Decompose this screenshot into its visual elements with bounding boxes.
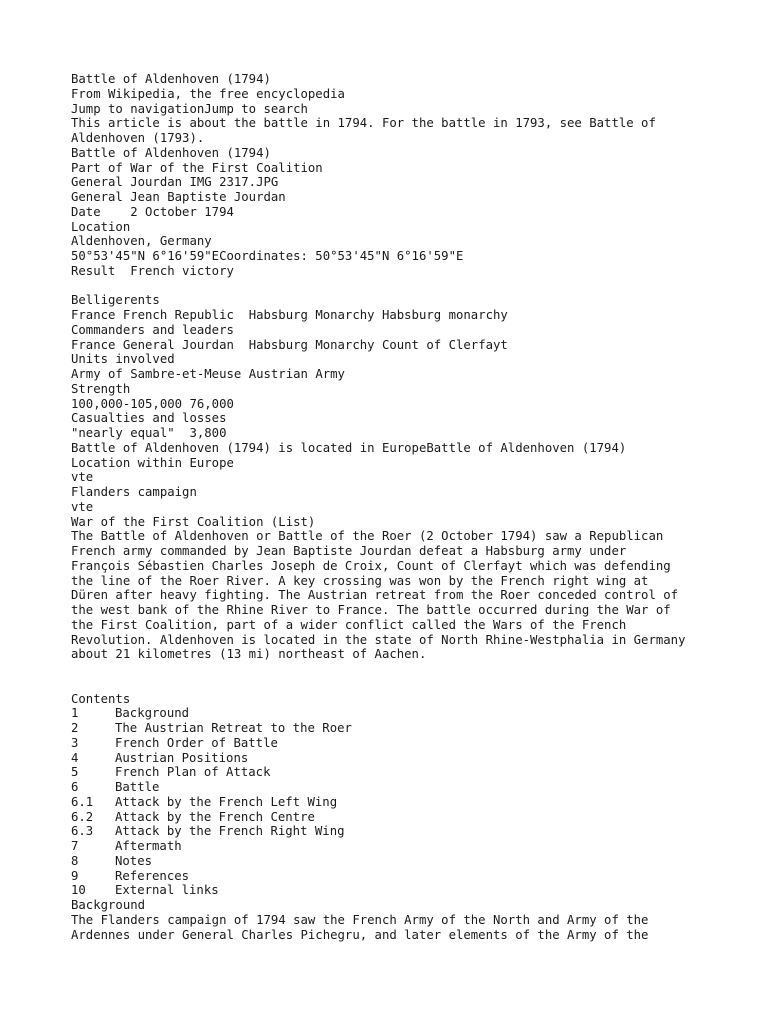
- toc-label[interactable]: External links: [115, 883, 219, 898]
- body-line: The Flanders campaign of 1794 saw the French Army of the North and Army of the: [71, 912, 649, 927]
- toc-item[interactable]: [71, 795, 711, 810]
- intro-line: about 21 kilometres (13 mi) northeast of Aachen.: [71, 647, 427, 662]
- infobox-location[interactable]: Aldenhoven, Germany: [71, 234, 212, 249]
- toc-item[interactable]: [71, 751, 711, 766]
- toc-item[interactable]: [71, 706, 711, 721]
- toc-label[interactable]: Austrian Positions: [115, 750, 249, 765]
- infobox-casualties: "nearly equal" 3,800: [71, 426, 227, 440]
- article: [71, 72, 711, 942]
- spacer: [71, 279, 711, 294]
- infobox-title: Battle of Aldenhoven (1794): [71, 145, 271, 160]
- toc-number: 3: [71, 735, 79, 750]
- toc-number: 5: [71, 765, 79, 780]
- jump-links[interactable]: Jump to navigationJump to search: [71, 101, 308, 116]
- toc-number: 7: [71, 839, 79, 853]
- infobox-units[interactable]: Army of Sambre-et-Meuse Austrian Army: [71, 367, 345, 381]
- background-section: [71, 898, 711, 942]
- intro-line: French army commanded by Jean Baptiste Jourdan defeat a Habsburg army under: [71, 544, 627, 558]
- toc-number: 6.2: [71, 809, 94, 824]
- page-title: Battle of Aldenhoven (1794): [71, 72, 271, 86]
- war-box-title[interactable]: War of the First Coalition (List): [71, 514, 316, 529]
- toc-heading: Contents: [71, 691, 131, 706]
- infobox-part-of[interactable]: Part of War of the First Coalition: [71, 160, 323, 175]
- intro-line: the First Coalition, part of a wider conflict called the Wars of the French: [71, 617, 627, 632]
- toc-number: 4: [71, 750, 79, 765]
- infobox-image-name[interactable]: General Jourdan IMG 2317.JPG: [71, 175, 279, 190]
- toc-item[interactable]: [71, 839, 711, 854]
- toc-item[interactable]: [71, 721, 711, 736]
- vte-link[interactable]: vte: [71, 499, 94, 514]
- toc-label[interactable]: The Austrian Retreat to the Roer: [115, 721, 352, 735]
- infobox-result: Result French victory: [71, 263, 234, 278]
- toc-number: 6.3: [71, 824, 94, 839]
- infobox-belligerents[interactable]: France French Republic Habsburg Monarchy Habsburg monarchy: [71, 308, 508, 322]
- infobox-units-label: Units involved: [71, 352, 175, 367]
- toc-label[interactable]: References: [115, 868, 190, 883]
- infobox-location-label: Location: [71, 219, 131, 234]
- hatnote-line-2: Aldenhoven (1793).: [71, 131, 205, 145]
- intro-line: The Battle of Aldenhoven or Battle of the Roer (2 October 1794) saw a Republican: [71, 529, 664, 544]
- body-line: Ardennes under General Charles Pichegru, and later elements of the Army of the: [71, 927, 649, 942]
- toc-number: 6: [71, 780, 79, 794]
- hatnote-line-1: This article is about the battle in 1794. For the battle in 1793, see Battle of: [71, 116, 656, 131]
- toc-label[interactable]: French Plan of Attack: [115, 765, 271, 780]
- vte-link[interactable]: vte: [71, 470, 94, 485]
- table-of-contents: [71, 692, 711, 899]
- spacer: [71, 662, 711, 677]
- toc-label[interactable]: Aftermath: [115, 839, 182, 853]
- toc-item[interactable]: [71, 824, 711, 839]
- toc-number: 9: [71, 868, 79, 883]
- toc-item[interactable]: [71, 854, 711, 869]
- toc-label[interactable]: Attack by the French Centre: [115, 809, 315, 824]
- infobox-strength-label: Strength: [71, 381, 131, 396]
- infobox: [71, 146, 711, 530]
- toc-number: 8: [71, 853, 79, 868]
- toc-label[interactable]: Notes: [115, 853, 153, 868]
- intro-line: the line of the Roer River. A key crossing was won by the French right wing at: [71, 573, 649, 588]
- section-heading: Background: [71, 898, 146, 912]
- campaign-box-title[interactable]: Flanders campaign: [71, 485, 197, 499]
- infobox-commanders[interactable]: France General Jourdan Habsburg Monarchy Count of Clerfayt: [71, 337, 508, 352]
- toc-number: 6.1: [71, 794, 94, 809]
- toc-item[interactable]: [71, 869, 711, 884]
- toc-item[interactable]: [71, 765, 711, 780]
- toc-label[interactable]: Attack by the French Right Wing: [115, 824, 345, 839]
- infobox-date: Date 2 October 1794: [71, 204, 234, 219]
- infobox-commanders-label: Commanders and leaders: [71, 322, 234, 337]
- toc-label[interactable]: Battle: [115, 780, 160, 794]
- intro-line: the west bank of the Rhine River to France. The battle occurred during the War of: [71, 603, 671, 617]
- infobox-coordinates[interactable]: 50°53'45"N 6°16'59"ECoordinates: 50°53'45"N 6°16'59"E: [71, 249, 464, 263]
- toc-item[interactable]: [71, 736, 711, 751]
- infobox-map-label: Location within Europe: [71, 455, 234, 470]
- infobox-casualties-label: Casualties and losses: [71, 411, 227, 426]
- source-line: From Wikipedia, the free encyclopedia: [71, 86, 345, 101]
- infobox-map-caption: Battle of Aldenhoven (1794) is located in EuropeBattle of Aldenhoven (1794): [71, 440, 627, 455]
- infobox-image-caption: General Jean Baptiste Jourdan: [71, 190, 286, 204]
- spacer: [71, 677, 711, 692]
- toc-number: 2: [71, 721, 79, 735]
- intro-paragraph: [71, 529, 711, 662]
- toc-label[interactable]: French Order of Battle: [115, 735, 278, 750]
- toc-item[interactable]: [71, 810, 711, 825]
- toc-item[interactable]: [71, 780, 711, 795]
- infobox-belligerents-label: Belligerents: [71, 293, 160, 308]
- toc-label[interactable]: Background: [115, 706, 190, 721]
- toc-number: 1: [71, 706, 79, 721]
- infobox-strength: 100,000-105,000 76,000: [71, 396, 234, 411]
- intro-line: Düren after heavy fighting. The Austrian retreat from the Roer conceded control of: [71, 588, 679, 603]
- toc-item[interactable]: [71, 883, 711, 898]
- toc-label[interactable]: Attack by the French Left Wing: [115, 794, 338, 809]
- toc-number: 10: [71, 883, 86, 898]
- intro-line: Revolution. Aldenhoven is located in the state of North Rhine-Westphalia in Germany: [71, 632, 686, 647]
- intro-line: François Sébastien Charles Joseph de Croix, Count of Clerfayt which was defending: [71, 558, 671, 573]
